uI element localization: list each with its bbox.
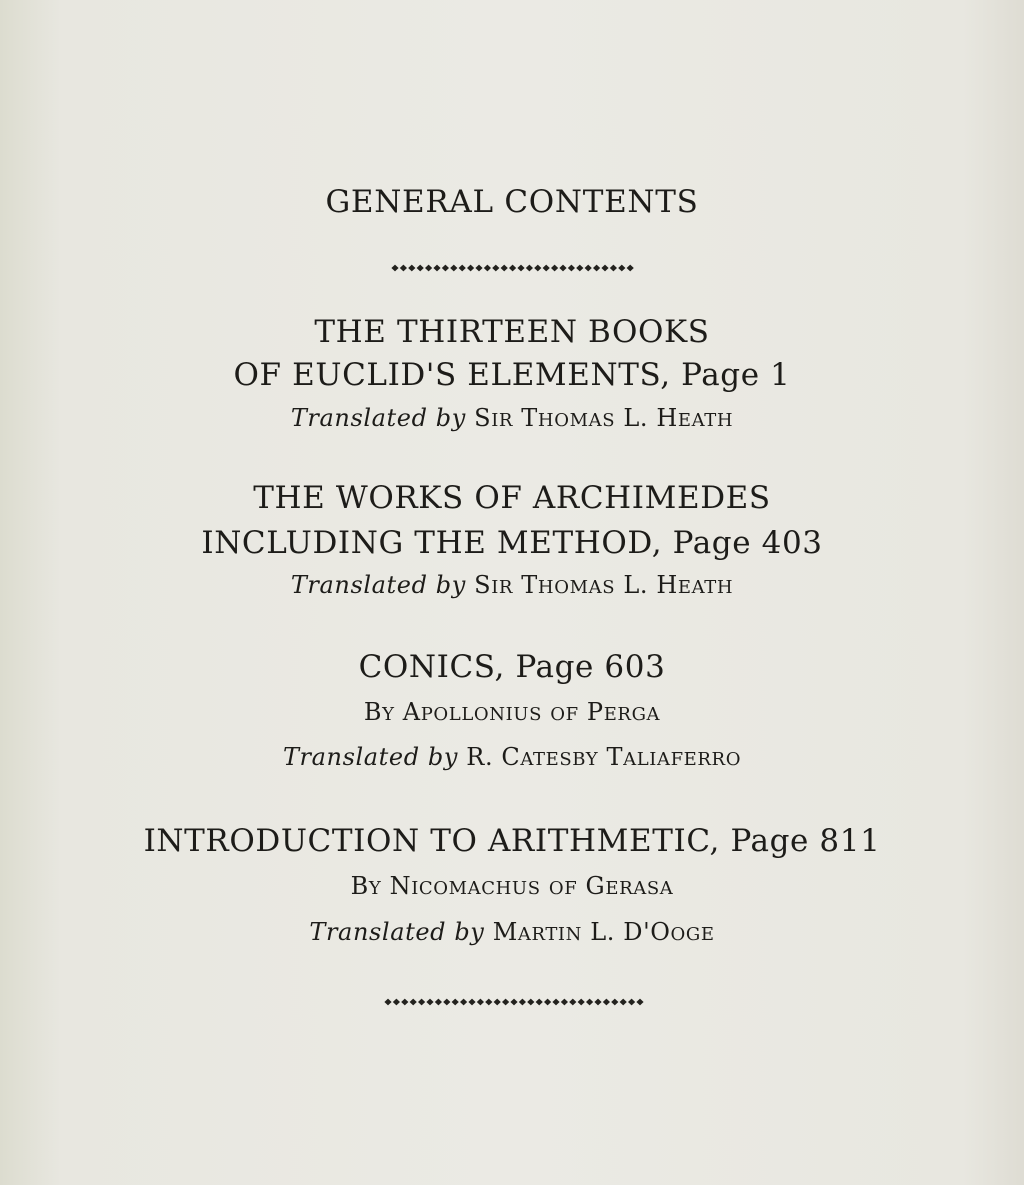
- archimedes-translator-credit: [0, 573, 1024, 597]
- translated-by-label: Translated by: [290, 571, 466, 599]
- nicomachus-translator-credit: [0, 920, 1024, 944]
- top-ornament-rule: [391, 263, 639, 273]
- translator-name: SIR THOMAS L. HEATH: [474, 404, 734, 432]
- translator-name: R. CATESBY TALIAFERRO: [466, 743, 742, 771]
- apollonius-translator-credit: [0, 745, 1024, 769]
- archimedes-title-line-1: THE WORKS OF ARCHIMEDES: [253, 480, 771, 516]
- nicomachus-author-credit: BY NICOMACHUS OF GERASA: [350, 872, 674, 900]
- translated-by-label: Translated by: [290, 404, 466, 432]
- archimedes-title-line-2: INCLUDING THE METHOD, Page 403: [201, 525, 823, 561]
- euclid-title-line-2: OF EUCLID'S ELEMENTS, Page 1: [233, 357, 791, 393]
- euclid-translator-credit: [0, 406, 1024, 430]
- bottom-ornament-rule: [384, 997, 646, 1007]
- page-heading: GENERAL CONTENTS: [325, 184, 699, 220]
- conics-title-line: CONICS, Page 603: [358, 649, 666, 685]
- arithmetic-title-line: INTRODUCTION TO ARITHMETIC, Page 811: [143, 823, 881, 859]
- translated-by-label: Translated by: [282, 743, 459, 771]
- apollonius-author-credit: BY APOLLONIUS OF PERGA: [363, 698, 661, 726]
- translator-name: SIR THOMAS L. HEATH: [474, 571, 734, 599]
- translator-name: MARTIN L. D'OOGE: [492, 918, 715, 946]
- translated-by-label: Translated by: [309, 918, 485, 946]
- euclid-title-line-1: THE THIRTEEN BOOKS: [314, 314, 710, 350]
